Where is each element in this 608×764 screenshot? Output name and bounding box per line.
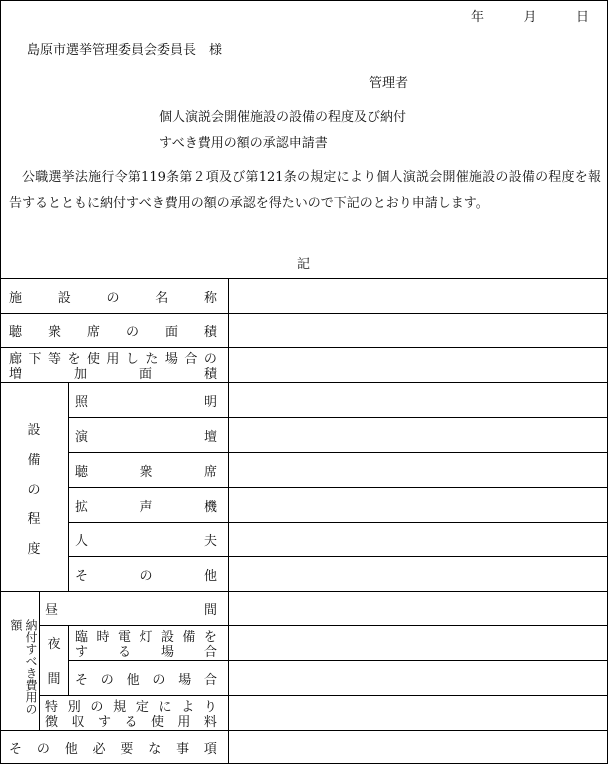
label-char: り: [203, 700, 217, 715]
label-char: 称: [203, 290, 217, 306]
label-char: 項: [203, 741, 217, 757]
label-char: 他: [203, 568, 217, 584]
label-char: に: [158, 700, 172, 715]
label-char: 時: [96, 630, 110, 645]
label-char: す: [97, 715, 111, 730]
row-label-daytime: [45, 592, 217, 625]
label-char: 昼: [45, 603, 59, 618]
daytime-fee-field[interactable]: [229, 592, 605, 625]
row-label-other-required: [9, 731, 217, 763]
label-char: 場: [178, 672, 192, 688]
body-text: 公職選挙法施行令第119条第２項及び第121条の規定により個人演説会開催施設の設備の程度を報告するとともに納付すべき費用の額の承認を得たいので下記のとおり申請します。: [9, 170, 601, 211]
row-label-stage: [75, 418, 217, 452]
document-title-line1: 個人演説会開催施設の設備の程度及び納付: [159, 110, 407, 125]
date-day: 日: [575, 10, 589, 25]
row-label-facility-name: [9, 279, 217, 313]
label-char: 他: [64, 741, 78, 757]
label-char: 席: [86, 325, 100, 340]
label-char: の: [152, 672, 166, 688]
label-char: 面: [138, 367, 152, 382]
label-char: す: [75, 645, 89, 660]
label-char: 収: [71, 715, 85, 730]
label-char: 設: [57, 290, 71, 306]
label-char: 聴: [9, 325, 23, 340]
label-char: 設: [160, 630, 174, 645]
label-char: 積: [203, 367, 217, 382]
label-char: 加: [73, 367, 87, 382]
row-label-lighting: [75, 383, 217, 417]
label-char: の: [139, 568, 153, 584]
row-label-corridor-line1: [9, 350, 217, 365]
addressee: 島原市選挙管理委員会委員長 様: [27, 43, 223, 58]
table-rule: [68, 382, 69, 591]
label-char: の: [125, 325, 139, 340]
label-char: 声: [139, 499, 153, 515]
label-char: 拡: [75, 499, 89, 515]
label-char: よ: [181, 700, 195, 715]
label-char: る: [124, 715, 138, 730]
label-char: そ: [75, 568, 89, 584]
label-char: 必: [92, 741, 106, 757]
label-char: た: [145, 352, 159, 367]
label-char: 夜: [47, 637, 61, 652]
label-char: 電: [117, 630, 131, 645]
label-char: 特: [45, 700, 59, 715]
label-char: 積: [203, 325, 217, 340]
label-char: 間: [47, 672, 61, 687]
date-month: 月: [523, 10, 537, 25]
labor-field[interactable]: [229, 523, 605, 556]
label-char: 合: [203, 672, 217, 688]
label-char: そ: [75, 672, 89, 688]
label-char: 用: [106, 352, 120, 367]
row-label-audience-area: [9, 314, 217, 347]
label-char: 等: [47, 352, 61, 367]
label-char: の: [106, 290, 120, 306]
label-char: 別: [67, 700, 81, 715]
label-char: 備: [27, 452, 41, 468]
label-char: 衆: [47, 325, 61, 340]
label-char: 要: [120, 741, 134, 757]
label-char: 備: [182, 630, 196, 645]
row-label-audience-seats: [75, 453, 217, 487]
label-char: 設: [27, 423, 41, 438]
row-label-labor: [75, 523, 217, 556]
row-label-temp-light-line2: [75, 643, 217, 658]
label-char: そ: [9, 741, 23, 757]
label-char: を: [67, 352, 81, 367]
label-char: 下: [28, 352, 42, 367]
row-label-loudspeaker: [75, 488, 217, 522]
date-line: [471, 10, 589, 26]
label-char: 料: [203, 715, 217, 730]
label-char: 人: [75, 534, 89, 549]
document-title-line2: すべき費用の額の承認申請書: [159, 136, 328, 151]
row-label-special-line2: [45, 713, 217, 728]
label-char: 場: [160, 645, 174, 660]
other-equipment-field[interactable]: [229, 557, 605, 591]
row-label-other: [75, 557, 217, 591]
table-rule: [68, 625, 69, 695]
lighting-field[interactable]: [229, 383, 605, 417]
row-label-temp-light-line1: [75, 628, 217, 643]
label-char: の: [36, 741, 50, 757]
table-rule: [39, 591, 40, 730]
label-char: 施: [9, 290, 23, 306]
manager-label: 管理者: [369, 76, 409, 91]
label-char: る: [117, 645, 131, 660]
label-char: 場: [164, 352, 178, 367]
label-char: 灯: [139, 630, 153, 645]
label-char: 廊: [9, 352, 23, 367]
label-char: 機: [203, 499, 217, 515]
label-char: 規: [113, 700, 127, 715]
label-char: な: [148, 741, 162, 757]
night-label: [43, 633, 65, 687]
temp-light-fee-field[interactable]: [229, 626, 605, 660]
date-year: 年: [471, 10, 485, 25]
label-char: 照: [75, 394, 89, 410]
label-char: 間: [203, 603, 217, 618]
label-char: 演: [75, 429, 89, 445]
facility-name-field[interactable]: [229, 279, 605, 313]
label-char: 定: [135, 700, 149, 715]
audience-area-field[interactable]: [229, 314, 605, 347]
label-char: 事: [176, 741, 190, 757]
label-char: の: [203, 352, 217, 367]
row-label-corridor-line2: [9, 365, 217, 380]
label-char: 徴: [45, 715, 59, 730]
corridor-area-field[interactable]: [229, 348, 605, 382]
label-char: 明: [203, 394, 217, 410]
label-char: を: [203, 630, 217, 645]
label-char: 程: [27, 512, 41, 528]
label-char: 合: [203, 645, 217, 660]
other-case-fee-field[interactable]: [229, 661, 605, 695]
loudspeaker-field[interactable]: [229, 488, 605, 522]
label-char: 使: [150, 715, 164, 730]
label-char: 用: [177, 715, 191, 730]
equipment-group-label: [23, 419, 45, 557]
audience-seats-field[interactable]: [229, 453, 605, 487]
row-label-other-case: [75, 661, 217, 695]
special-fee-field[interactable]: [229, 696, 605, 730]
label-char: 名: [155, 290, 169, 306]
label-char: 合: [184, 352, 198, 367]
ki-label: 記: [297, 257, 311, 272]
other-required-field[interactable]: [229, 731, 605, 763]
label-char: 衆: [139, 464, 153, 480]
label-char: の: [100, 672, 114, 688]
label-char: 席: [203, 464, 217, 480]
label-char: 使: [86, 352, 100, 367]
label-char: 聴: [75, 464, 89, 480]
label-char: 夫: [203, 534, 217, 549]
label-char: 度: [27, 542, 41, 557]
label-char: 壇: [203, 429, 217, 445]
label-char: し: [125, 352, 139, 367]
label-char: 臨: [75, 630, 89, 645]
label-char: 増: [9, 367, 23, 382]
fee-group-label: 納付すべき費用の額: [9, 619, 38, 715]
label-char: の: [90, 700, 104, 715]
label-char: の: [27, 482, 41, 498]
label-char: 面: [164, 325, 178, 340]
label-char: 他: [126, 672, 140, 688]
stage-field[interactable]: [229, 418, 605, 452]
